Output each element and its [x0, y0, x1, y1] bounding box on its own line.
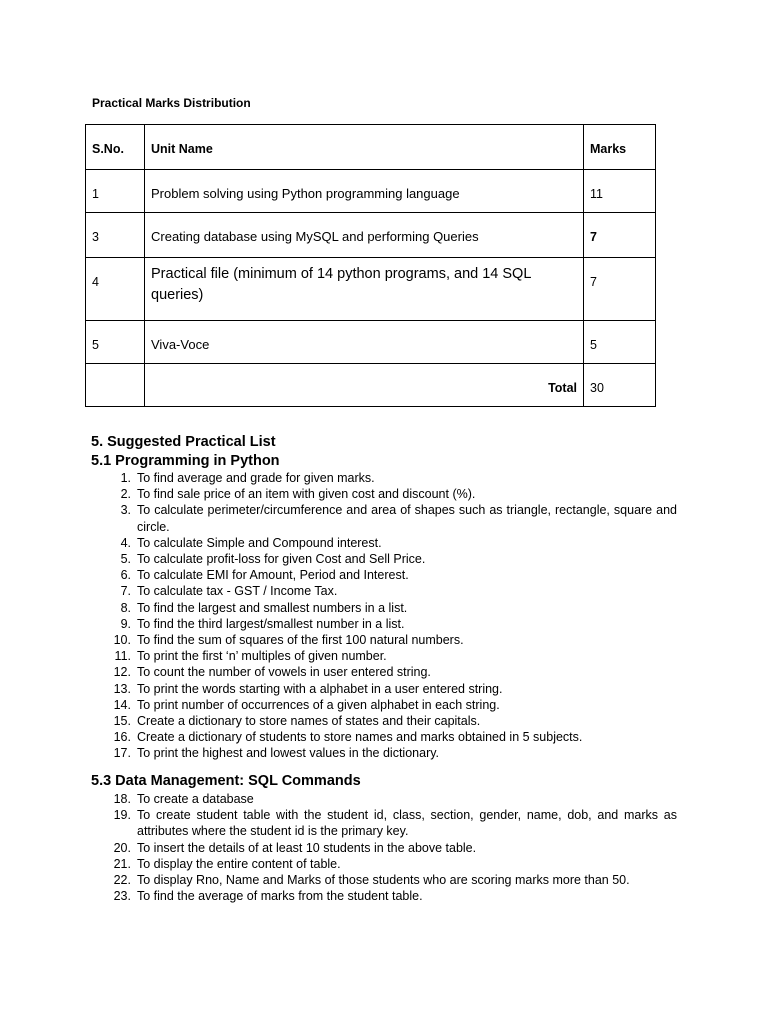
list-item-number: 17. — [113, 746, 131, 761]
list-item — [91, 470, 677, 486]
list-item-text: To find the largest and smallest numbers in a list. — [137, 600, 408, 615]
suggested-practical-heading: 5. Suggested Practical List — [91, 434, 276, 450]
list-item-text: To display Rno, Name and Marks of those students who are scoring marks more than 50. — [137, 873, 630, 888]
total-value: 30 — [590, 381, 604, 395]
list-item-number: 20. — [113, 840, 131, 855]
list-item-text: To calculate Simple and Compound interest. — [137, 535, 382, 550]
table-row — [86, 258, 656, 321]
list-item-text: To find the third largest/smallest number in a list. — [137, 616, 405, 631]
list-item-number: 16. — [113, 730, 131, 745]
row-unit-name: Problem solving using Python programming language — [151, 186, 460, 201]
list-item-number: 5. — [120, 552, 131, 567]
list-item — [91, 583, 677, 599]
row-marks: 7 — [590, 230, 597, 244]
list-item-number: 12. — [113, 665, 131, 680]
list-item-number: 1. — [120, 471, 131, 485]
list-item — [91, 872, 677, 888]
list-item-text: To create student table with the student id, class, section, gender, name, dob, and marks as attributes where the student id is the primary key. — [137, 808, 677, 839]
header-unit-name: Unit Name — [151, 142, 213, 156]
header-sno: S.No. — [92, 142, 124, 156]
list-item — [91, 791, 677, 807]
list-item — [91, 632, 677, 648]
section-title: Practical Marks Distribution — [92, 96, 251, 110]
list-item — [91, 807, 677, 839]
list-item-number: 19. — [113, 808, 131, 823]
row-sno: 3 — [92, 230, 99, 244]
list-item-number: 6. — [120, 568, 131, 583]
table-total-row — [86, 364, 656, 407]
list-item — [91, 745, 677, 761]
row-marks: 5 — [590, 338, 597, 352]
list-item-text: Create a dictionary of students to store names and marks obtained in 5 subjects. — [137, 730, 583, 745]
list-item-text: To display the entire content of table. — [137, 856, 341, 871]
header-marks: Marks — [590, 142, 627, 156]
list-item — [91, 856, 677, 872]
list-item-text: To print the words starting with a alphabet in a user entered string. — [137, 681, 503, 696]
marks-distribution-table — [85, 124, 656, 407]
list-item-number: 3. — [120, 503, 131, 518]
list-item — [91, 535, 677, 551]
list-item-text: To find the average of marks from the student table. — [137, 889, 423, 904]
list-item-text: To print the first ‘n’ multiples of given number. — [137, 649, 387, 664]
row-unit-name: Practical file (minimum of 14 python programs, and 14 SQL queries) — [151, 266, 531, 303]
list-item-number: 2. — [120, 487, 131, 502]
python-subheading: 5.1 Programming in Python — [91, 453, 280, 469]
list-item-text: To insert the details of at least 10 students in the above table. — [137, 840, 477, 855]
list-item — [91, 551, 677, 567]
list-item-number: 7. — [120, 584, 131, 599]
table-row — [86, 321, 656, 364]
list-item-number: 4. — [120, 535, 131, 550]
list-item-number: 11. — [114, 649, 131, 664]
row-unit-name: Creating database using MySQL and performing Queries — [151, 229, 479, 244]
list-item-text: To calculate EMI for Amount, Period and Interest. — [137, 568, 409, 583]
list-item — [91, 648, 677, 664]
list-item-number: 23. — [113, 889, 131, 904]
total-empty-cell — [86, 364, 144, 378]
list-item-text: To calculate profit-loss for given Cost and Sell Price. — [137, 552, 426, 567]
list-item-number: 15. — [113, 714, 131, 729]
list-item — [91, 486, 677, 502]
list-item-number: 8. — [120, 600, 131, 615]
row-sno: 1 — [92, 187, 99, 201]
list-item — [91, 567, 677, 583]
sql-practical-list — [91, 791, 677, 904]
list-item — [91, 888, 677, 904]
row-marks: 11 — [590, 187, 603, 201]
list-item-text: To calculate tax - GST / Income Tax. — [137, 584, 338, 599]
table-row — [86, 170, 656, 213]
table-header-row — [86, 125, 656, 170]
list-item — [91, 600, 677, 616]
list-item — [91, 697, 677, 713]
list-item — [91, 502, 677, 534]
row-marks: 7 — [590, 275, 597, 289]
list-item-text: Create a dictionary to store names of states and their capitals. — [137, 714, 481, 729]
list-item-number: 14. — [113, 697, 131, 712]
list-item-text: To print number of occurrences of a given alphabet in each string. — [137, 697, 500, 712]
list-item-text: To find sale price of an item with given cost and discount (%). — [137, 487, 476, 502]
list-item-text: To count the number of vowels in user entered string. — [137, 665, 431, 680]
list-item — [91, 681, 677, 697]
list-item-text: To find the sum of squares of the first 100 natural numbers. — [137, 633, 464, 648]
row-unit-name: Viva-Voce — [151, 337, 210, 352]
list-item — [91, 616, 677, 632]
list-item-number: 10. — [113, 633, 131, 648]
sql-subheading: 5.3 Data Management: SQL Commands — [91, 773, 361, 789]
list-item-number: 21. — [113, 856, 131, 871]
list-item-text: To find average and grade for given marks. — [137, 471, 375, 485]
row-sno: 4 — [92, 275, 99, 289]
list-item-number: 9. — [120, 616, 131, 631]
row-sno: 5 — [92, 338, 99, 352]
list-item-number: 13. — [113, 681, 131, 696]
table-row — [86, 213, 656, 258]
list-item-text: To print the highest and lowest values in the dictionary. — [137, 746, 440, 761]
list-item-number: 22. — [113, 873, 131, 888]
total-label: Total — [548, 381, 577, 395]
list-item — [91, 713, 677, 729]
list-item — [91, 840, 677, 856]
list-item-text: To calculate perimeter/circumference and area of shapes such as triangle, rectangle, square and circle. — [137, 503, 677, 534]
list-item — [91, 729, 677, 745]
list-item-text: To create a database — [137, 792, 254, 806]
list-item — [91, 664, 677, 680]
python-practical-list — [91, 470, 677, 762]
list-item-number: 18. — [113, 792, 131, 806]
